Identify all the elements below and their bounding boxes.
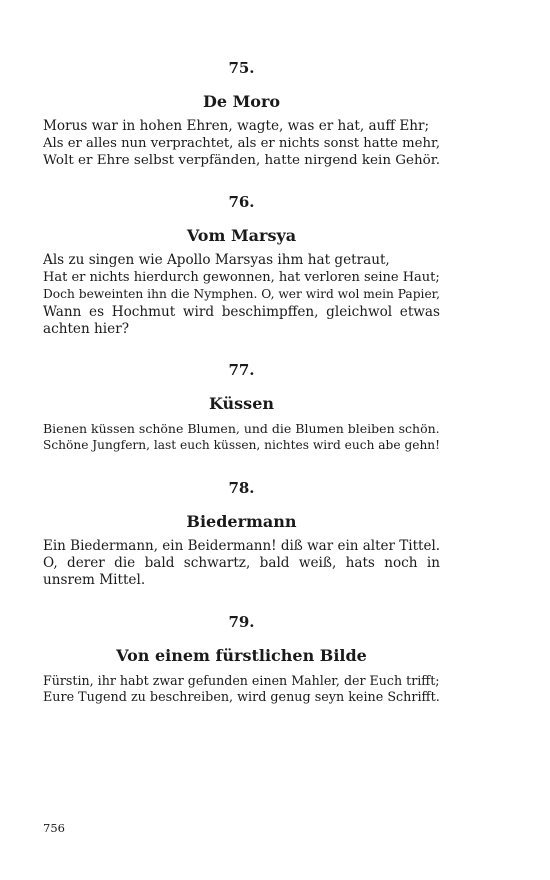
poem-line: Hat er nichts hierdurch gewonnen, hat verloren seine Haut;: [43, 270, 440, 286]
poem-78: [43, 478, 440, 590]
poem-line: Bienen küssen schöne Blumen, und die Blumen bleiben schön.: [43, 421, 440, 436]
poem-line: O, derer die bald schwartz, bald weiß, hats noch in unsrem Mittel.: [43, 555, 440, 589]
poem-number: 77.: [228, 361, 255, 379]
poem-line: Als zu singen wie Apollo Marsyas ihm hat getraut,: [43, 252, 390, 268]
poem-body: [43, 538, 440, 590]
poem-body: [43, 672, 440, 706]
poem-number: 79.: [228, 613, 255, 631]
poem-75: [43, 58, 440, 170]
poem-line: Als er alles nun verprachtet, als er nichts sonst hatte mehr,: [43, 136, 441, 152]
poem-title: Biedermann: [186, 512, 297, 531]
poem-line: Ein Biedermann, ein Beidermann! diß war ein alter Tittel.: [43, 538, 441, 554]
poem-body: [43, 118, 440, 170]
poem-line: Doch beweinten ihn die Nymphen. O, wer wird wol mein Papier,: [43, 287, 441, 302]
poem-body: [43, 420, 440, 454]
poem-number: 75.: [228, 59, 255, 77]
poem-title: Küssen: [208, 394, 274, 413]
poem-77: [43, 360, 440, 454]
poem-body: [43, 252, 440, 338]
poem-title: Von einem fürstlichen Bilde: [116, 646, 367, 665]
poem-number: 76.: [228, 193, 255, 211]
poem-title: Vom Marsya: [186, 226, 297, 245]
page-number: 756: [43, 821, 65, 835]
poem-line: Schöne Jungfern, last euch küssen, nichtes wird euch abe gehn!: [43, 438, 441, 453]
poem-line: Wolt er Ehre selbst verpfänden, hatte nirgend kein Gehör.: [43, 152, 441, 169]
poem-title: De Moro: [202, 92, 281, 111]
poem-line: Fürstin, ihr habt zwar gefunden einen Mahler, der Euch trifft;: [43, 673, 440, 688]
poem-line: Wann es Hochmut wird beschimpffen, gleichwol etwas achten hier?: [43, 303, 440, 337]
poem-line: Eure Tugend zu beschreiben, wird genug seyn keine Schrifft.: [43, 690, 440, 706]
poem-79: [43, 612, 440, 706]
poem-76: [43, 192, 440, 338]
poem-number: 78.: [228, 479, 255, 497]
poem-line: Morus war in hohen Ehren, wagte, was er hat, auff Ehr;: [43, 118, 430, 134]
